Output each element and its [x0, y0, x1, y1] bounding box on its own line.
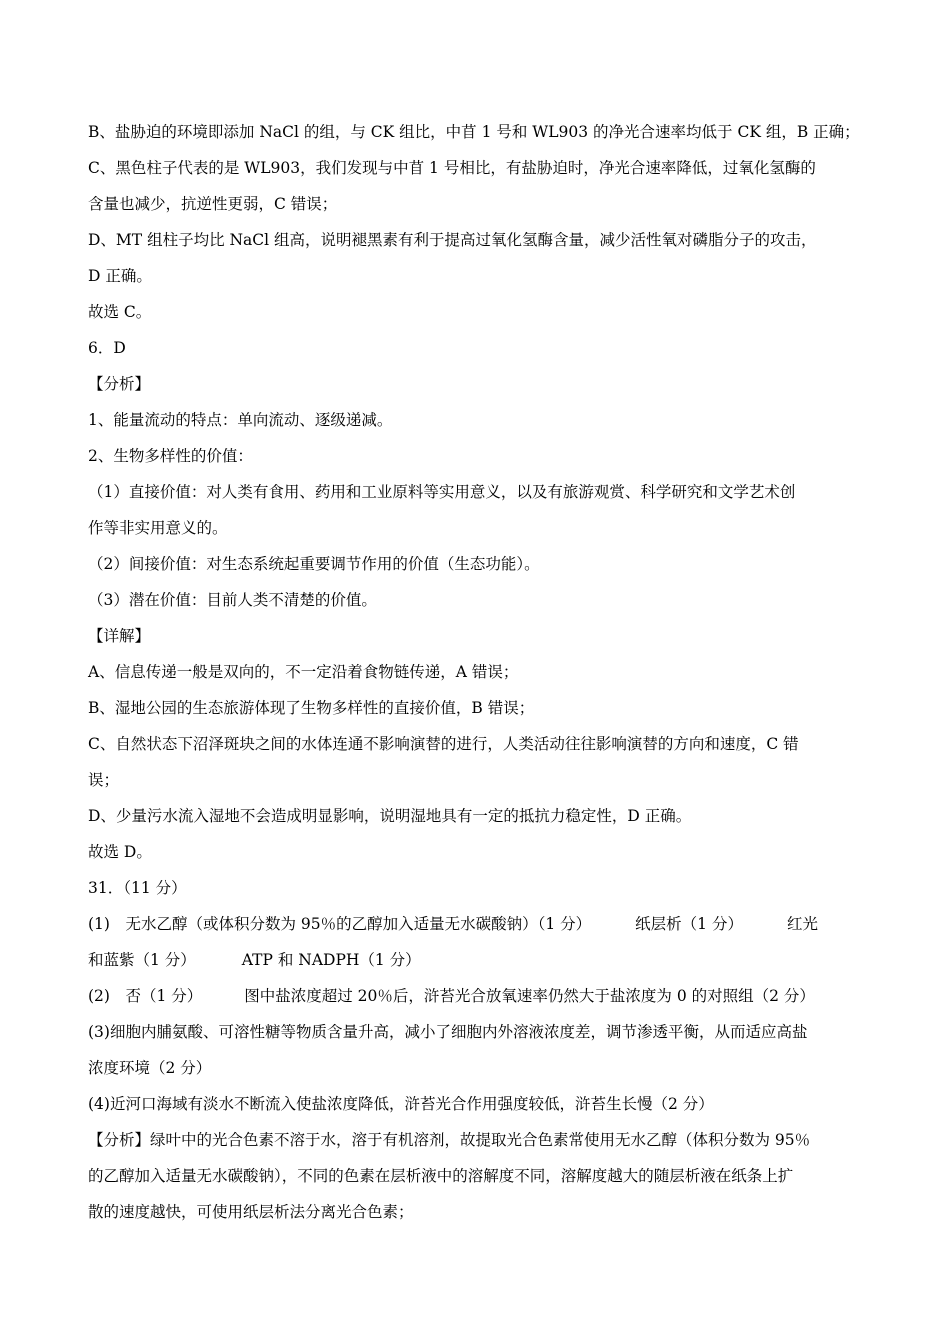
text-line: 故选 D。 — [88, 843, 152, 861]
q31-answer-1-part-c: 红光 — [786, 915, 818, 933]
text-line: 含量也减少，抗逆性更弱，C 错误； — [88, 195, 338, 213]
q31-answer-2-part-b: 图中盐浓度超过 20％后，浒苔光合放氧速率仍然大于盐浓度为 0 的对照组（2 分） — [244, 987, 815, 1005]
text-line: C、自然状态下沼泽斑块之间的水体连通不影响演替的进行，人类活动往往影响演替的方向和速度，C 错 — [88, 735, 799, 753]
q31-answer-1-cont — [88, 942, 868, 978]
q31-answer-1-part-b: 纸层析（1 分） — [635, 915, 743, 933]
q31-answer-1 — [88, 906, 868, 942]
q31-answer-2-part-a: (2) 否（1 分） — [88, 987, 203, 1005]
text-line: D、MT 组柱子均比 NaCl 组高，说明褪黑素有利于提高过氧化氢酶含量，减少活性氧对磷脂分子的攻击， — [88, 231, 817, 249]
text-line: （2）间接价值：对生态系统起重要调节作用的价值（生态功能）。 — [88, 555, 540, 573]
analysis-line: 【分析】绿叶中的光合色素不溶于水，溶于有机溶剂，故提取光合色素常使用无水乙醇（体积分数为 95％ — [88, 1131, 811, 1149]
section-heading-details: 【详解】 — [88, 627, 151, 645]
text-line: B、盐胁迫的环境即添加 NaCl 的组，与 CK 组比，中苜 1 号和 WL903 的净光合速率均低于 CK 组，B 正确； — [88, 123, 860, 141]
text-line: C、黑色柱子代表的是 WL903，我们发现与中苜 1 号相比，有盐胁迫时，净光合速率降低，过氧化氢酶的 — [88, 159, 816, 177]
section-heading-analysis: 【分析】 — [88, 375, 151, 393]
q31-answer-1-part-a: (1) 无水乙醇（或体积分数为 95％的乙醇加入适量无水碳酸钠）（1 分） — [88, 915, 592, 933]
text-line: 作等非实用意义的。 — [88, 519, 228, 537]
text-line: D 正确。 — [88, 267, 152, 285]
text-line: D、少量污水流入湿地不会造成明显影响，说明湿地具有一定的抵抗力稳定性，D 正确。 — [88, 807, 692, 825]
question-6-answer: 6．D — [88, 339, 126, 357]
text-line: 误； — [88, 771, 120, 789]
q31-answer-2 — [88, 978, 868, 1014]
q31-answer-1-part-e: ATP 和 NADPH（1 分） — [241, 951, 421, 969]
analysis-line: 的乙醇加入适量无水碳酸钠），不同的色素在层析液中的溶解度不同，溶解度越大的随层析液在纸条上扩 — [88, 1167, 794, 1185]
analysis-line: 散的速度越快，可使用纸层析法分离光合色素； — [88, 1203, 414, 1221]
q31-answer-4: (4)近河口海域有淡水不断流入使盐浓度降低，浒苔光合作用强度较低，浒苔生长慢（2 分） — [88, 1095, 714, 1113]
text-line: A、信息传递一般是双向的，不一定沿着食物链传递，A 错误； — [88, 663, 519, 681]
text-line: （1）直接价值：对人类有食用、药用和工业原料等实用意义，以及有旅游观赏、科学研究和文学艺术创 — [88, 483, 796, 501]
q31-answer-3: (3)细胞内脯氨酸、可溶性糖等物质含量升高，减小了细胞内外溶液浓度差，调节渗透平衡，从而适应高盐 — [88, 1023, 808, 1041]
question-31-heading: 31．（11 分） — [88, 879, 187, 897]
text-line: （3）潜在价值：目前人类不清楚的价值。 — [88, 591, 377, 609]
q31-answer-1-part-d: 和蓝紫（1 分） — [88, 951, 196, 969]
text-line: 故选 C。 — [88, 303, 152, 321]
text-line: 2、生物多样性的价值： — [88, 447, 253, 465]
text-line: B、湿地公园的生态旅游体现了生物多样性的直接价值，B 错误； — [88, 699, 535, 717]
q31-answer-3-cont: 浓度环境（2 分） — [88, 1059, 212, 1077]
text-line: 1、能量流动的特点：单向流动、逐级递减。 — [88, 411, 393, 429]
document-body — [88, 114, 868, 1230]
